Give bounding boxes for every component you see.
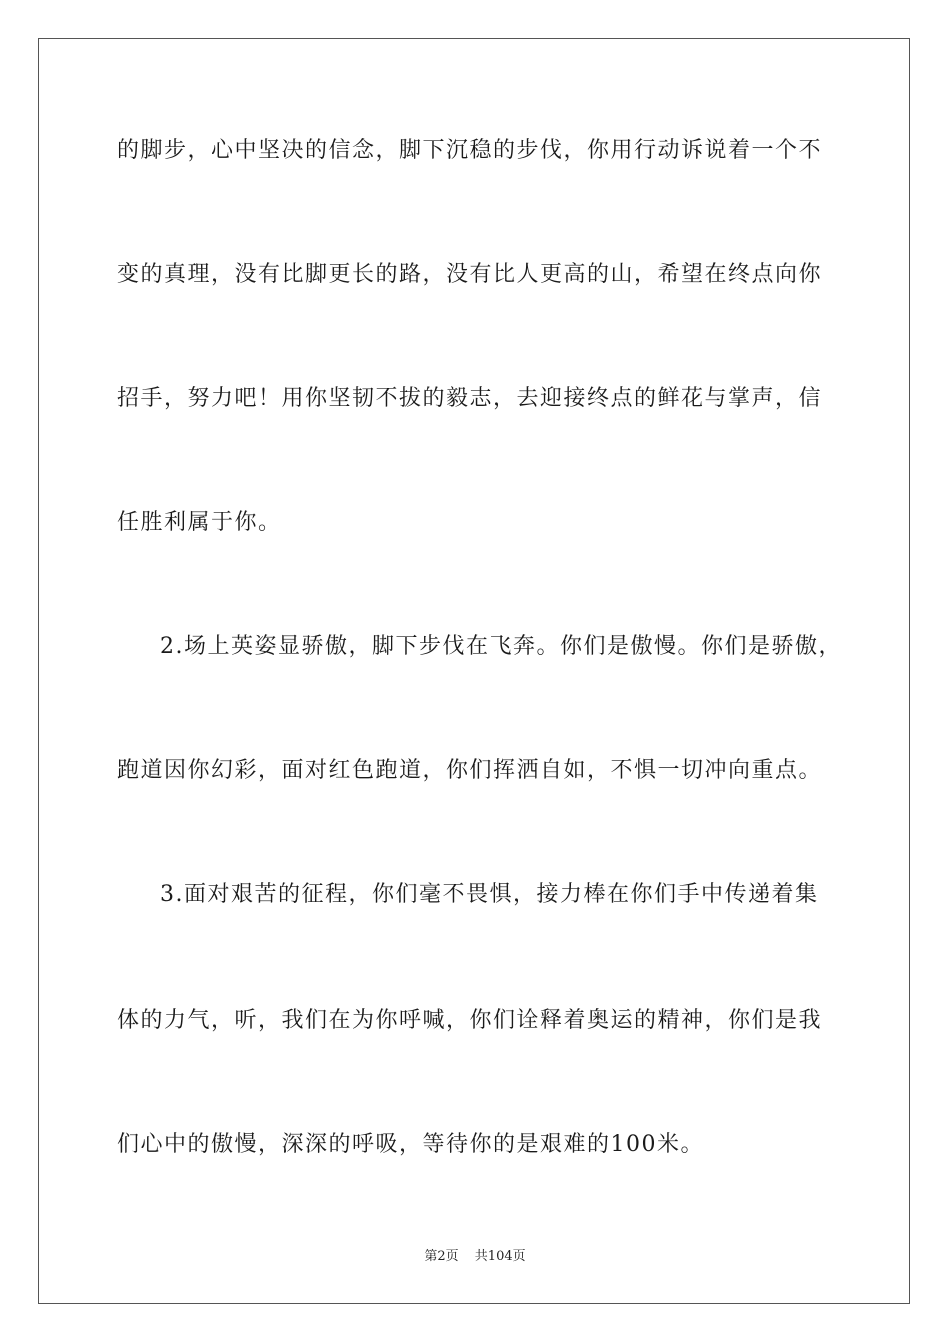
paragraph-3-line-1: 3.面对艰苦的征程，你们毫不畏惧，接力棒在你们手中传递着集 xyxy=(160,882,819,907)
paragraph-3-line-3: 们心中的傲慢，深深的呼吸，等待你的是艰难的100米。 xyxy=(117,1132,704,1157)
paragraph-1-line-1: 的脚步，心中坚决的信念，脚下沉稳的步伐，你用行动诉说着一个不 xyxy=(117,138,823,163)
page-number: 第2页 xyxy=(424,1249,459,1264)
page-footer xyxy=(0,1245,950,1264)
page-border xyxy=(38,38,910,1304)
total-pages: 共104页 xyxy=(474,1249,526,1264)
paragraph-1-line-2: 变的真理，没有比脚更长的路，没有比人更高的山，希望在终点向你 xyxy=(117,262,823,287)
paragraph-2-line-2: 跑道因你幻彩，面对红色跑道，你们挥洒自如，不惧一切冲向重点。 xyxy=(117,758,823,783)
paragraph-3-line-2: 体的力气，听，我们在为你呼喊，你们诠释着奥运的精神，你们是我 xyxy=(117,1008,823,1033)
paragraph-2-line-1: 2.场上英姿显骄傲，脚下步伐在飞奔。你们是傲慢。你们是骄傲， xyxy=(160,634,842,659)
paragraph-1-line-3: 招手，努力吧！用你坚韧不拔的毅志，去迎接终点的鲜花与掌声，信 xyxy=(117,386,823,411)
paragraph-1-line-4: 任胜利属于你。 xyxy=(117,510,282,535)
